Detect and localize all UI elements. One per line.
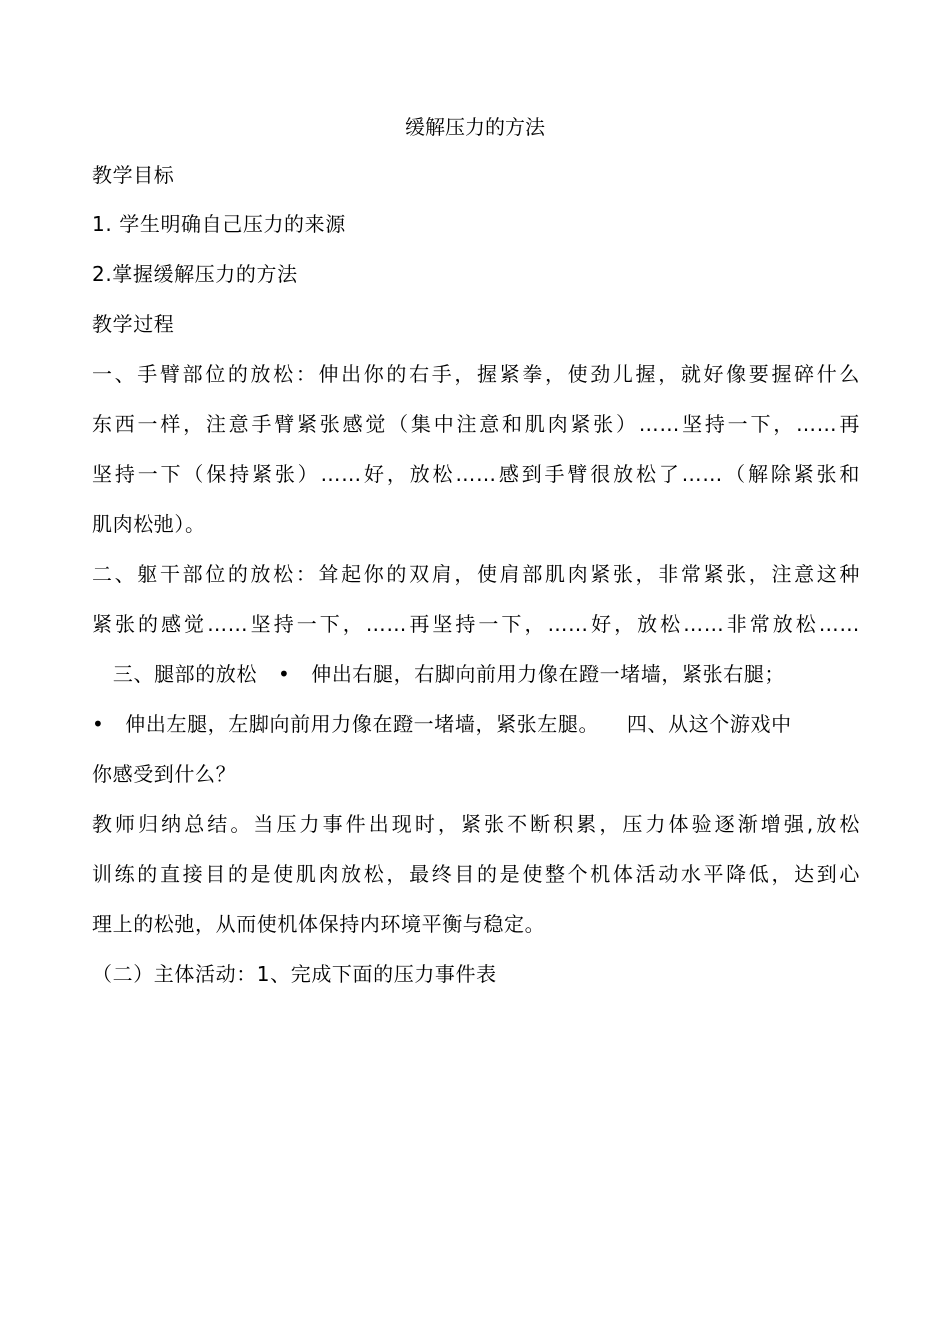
goal-item-1: 1. 学生明确自己压力的来源 [92, 212, 346, 236]
goal-item-2: 2.掌握缓解压力的方法 [92, 262, 298, 286]
paragraph-torso-line-2: 紧张的感觉……坚持一下，……再坚持一下，……好，放松……非常放松…… [92, 612, 860, 636]
paragraph-arm-line-3: 坚持一下（保持紧张）……好，放松……感到手臂很放松了……（解除紧张和 [92, 462, 860, 486]
paragraph-legs-line-2: • 伸出左腿，左脚向前用力像在蹬一堵墙，紧张左腿。 四、从这个游戏中 [92, 712, 792, 736]
paragraph-legs-line-1: 三、腿部的放松 • 伸出右腿，右脚向前用力像在蹬一堵墙，紧张右腿； [92, 662, 786, 686]
paragraph-summary-line-2: 训练的直接目的是使肌肉放松，最终目的是使整个机体活动水平降低，达到心 [92, 862, 860, 886]
paragraph-arm-line-2: 东西一样，注意手臂紧张感觉（集中注意和肌肉紧张）……坚持一下，……再 [92, 412, 860, 436]
subsection-main-activity: （二）主体活动：1、完成下面的压力事件表 [92, 962, 497, 986]
paragraph-legs-line-3: 你感受到什么？ [92, 762, 237, 786]
document-title: 缓解压力的方法 [405, 115, 545, 139]
paragraph-summary-line-3: 理上的松弛，从而使机体保持内环境平衡与稳定。 [92, 912, 546, 936]
paragraph-arm-line-1: 一、手臂部位的放松：伸出你的右手，握紧拳，使劲儿握，就好像要握碎什么 [92, 362, 860, 386]
section-heading-goals: 教学目标 [92, 163, 175, 187]
paragraph-summary-line-1: 教师归纳总结。当压力事件出现时，紧张不断积累，压力体验逐渐增强,放松 [92, 812, 860, 836]
paragraph-torso-line-1: 二、躯干部位的放松：耸起你的双肩，使肩部肌肉紧张，非常紧张，注意这种 [92, 562, 860, 586]
section-heading-process: 教学过程 [92, 312, 175, 336]
paragraph-arm-line-4: 肌肉松弛）。 [92, 512, 206, 536]
